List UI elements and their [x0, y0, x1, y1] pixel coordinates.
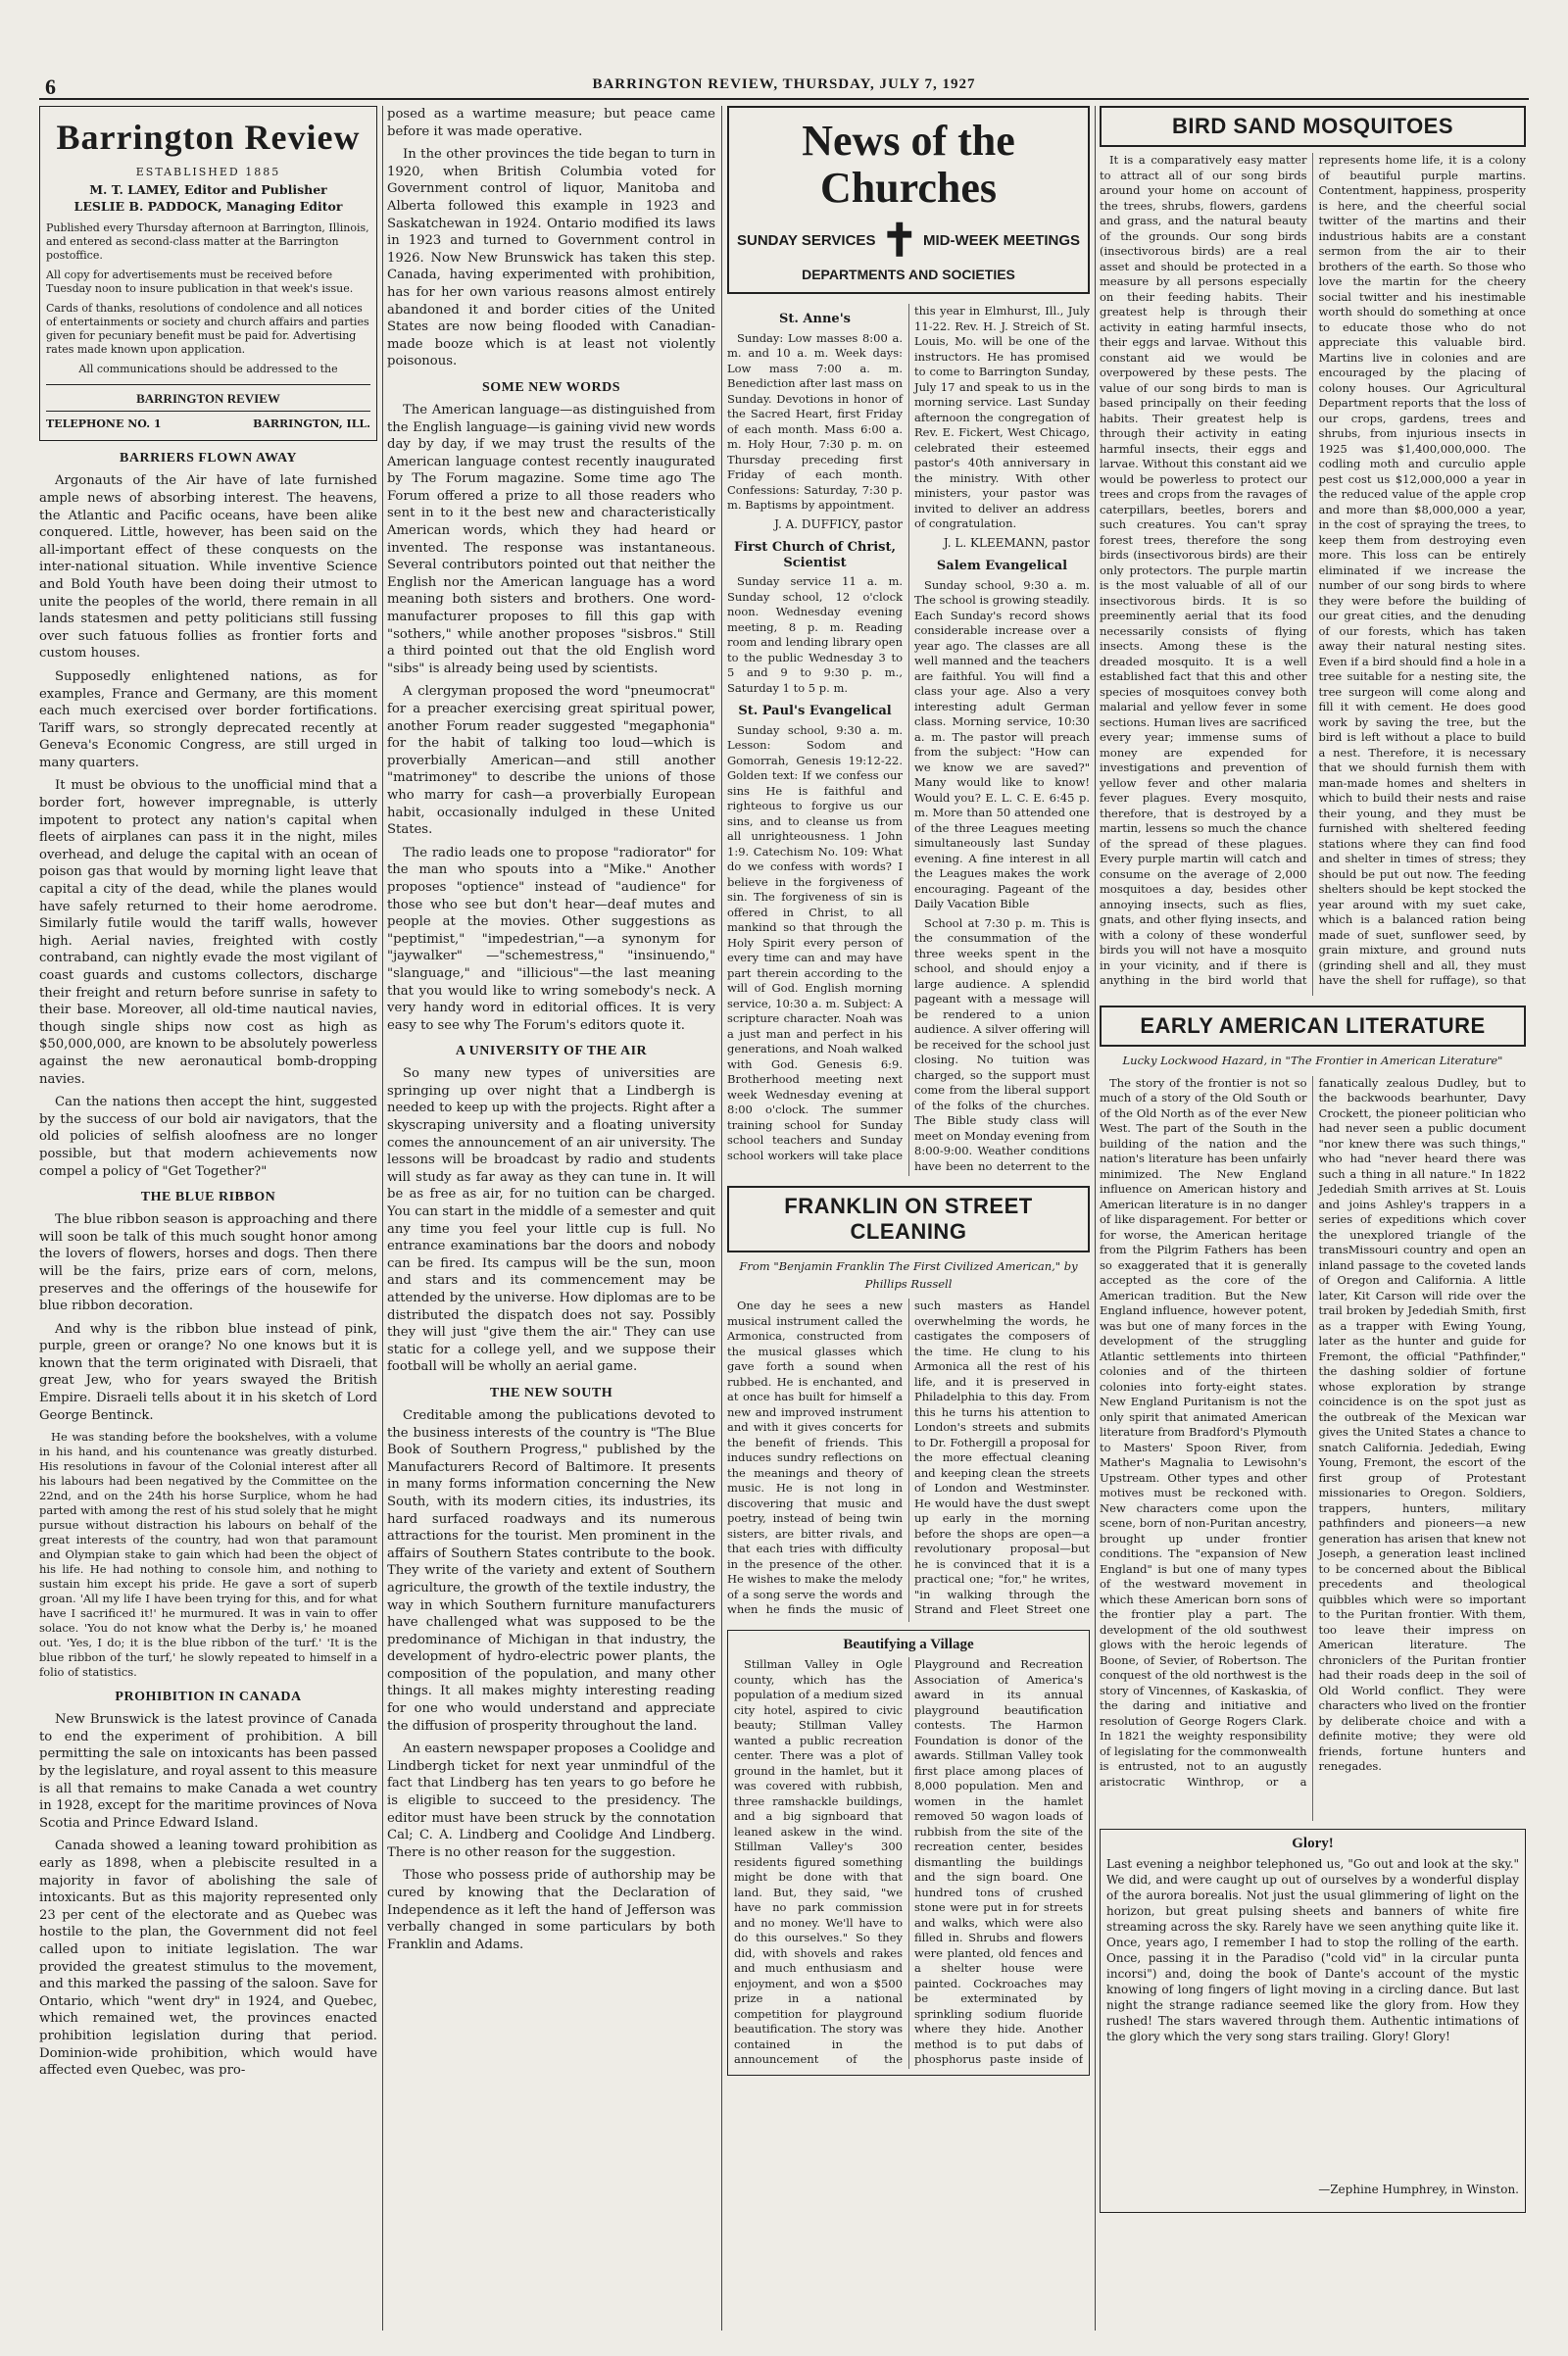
church-notice: Sunday school, 9:30 a. m. The school is growing steadily. Each Sunday's record shows considerable increase over a year ago. The classes are all well manned and the teachers are faithful. You will find a class your age. Also a very interesting adult German class. Morning service, 10:30 a. m. The pastor will preach from the subject: "How can we know we are saved?" Many would like to know! Would you? E. L. C. E. 6:45 p. m. More than 50 attended one of the three Leagues meeting simultaneously last Sunday evening. A fine interest in all the Leagues makes the work encouraging. Pageant of the Daily Vacation Bible — [914, 577, 1090, 910]
pastor-signature: J. L. KLEEMANN, pastor — [943, 535, 1090, 550]
article-paragraph: An eastern newspaper proposes a Coolidge and Lindbergh ticket for next year unmindful of the fact that Lindberg has ten years to go before he is eligible to succeed to the presidency. The editor must have been struck by the connotation Cal; C. A. Lindberg and Coolidge And Lindberg. There is no other reason for the suggestion. — [387, 1742, 715, 1860]
literature-article — [1100, 1076, 1526, 1821]
copy-notice: All copy for advertisements must be received before Tuesday noon to insure publication in that week's issue. — [46, 268, 354, 295]
church-name: First Church of Christ, Scientist — [733, 540, 897, 570]
churches-subheads — [737, 215, 1080, 266]
article-quotation: He was standing before the bookshelves, with a volume in his hand, and his countenance was greatly disturbed. His resolutions in favour of the Colonial interest after all his labours had been negatived by the Committee on the 22nd, and on the 24th his horse Surplice, whom he had parted with among the rest of his stud solely that he might pursue without distraction his labours on behalf of the great interests of the country, had won that paramount and Olympian stake to gain which had been the object of his life. He had nothing to console him, and nothing to sustain him except his pride. He gave a sort of superb groan. 'All my life I have been trying for this, and for what have I sacrificed it!' he murmured. It was in vain to offer solace. 'You do not know what the Derby is,' he moaned out. 'Yes, I do; it is the blue ribbon of the turf.' 'It is the blue ribbon of the turf,' he slowly repeated to himself in a folio of statistics. — [39, 1430, 377, 1680]
glory-headline: Glory! — [1292, 1835, 1334, 1851]
literature-byline: Lucky Lockwood Hazard, in "The Frontier in American Literature" — [1122, 1054, 1503, 1067]
article-paragraph: posed as a wartime measure; but peace came before it was made operative. — [387, 107, 715, 139]
glory-box — [1100, 1829, 1526, 2214]
beautify-headline: Beautifying a Village — [843, 1637, 974, 1653]
bird-headline: BIRD SAND MOSQUITOES — [1100, 106, 1526, 147]
address-to: All communications should be addressed to the — [78, 362, 338, 375]
article-paragraph: The American language—as distinguished from the English language—is gaining vivid new words day by day, if we may trust the results of the American language contest recently inaugurated by The Forum magazine. Some time ago The Forum offered a prize to all those readers who sent in to it the best new and characteristically American words, which they had heard or invented. The response was instantaneous. Several contributors pointed out that neither the English nor the American language has a word meaning both sisters and brothers. One word-manufacturer proposes to fill this gap with "sothers," while another proposes "sisbros." Still a third pointed out that the old English word "sibs" is already being used by scientists. — [387, 402, 715, 676]
glory-text: Last evening a neighbor telephoned us, "Go out and look at the sky." We did, and were caught up out of ourselves by a wonderful display of the aurora borealis. Not just the usual glimmering of light on the horizon, but great pulsing sheets and banners of white fire streaming across the sky. Rarely have we seen anything quite like it. Once, years ago, I remember I had to stop the rolling of the earth. Once, passing it in the Paradiso ("cold vid" in la circular punta incorsi") and, doing the book of Dante's account of the mystic knowing of long fingers of light moving in a circling dance. But last night the strange radiance seemed like the glory from. How they rushed! The stars wavered through them. Authentic intimations of the glory which the very song stars trailing. Glory! Glory! — [1106, 1856, 1519, 2043]
column-rule — [382, 106, 383, 2331]
newspaper-title: Barrington Review — [56, 118, 361, 157]
article-paragraph: The story of the frontier is not so much of a story of the Old South or of the Old North as of the ever New West. The part of the South in the building of the nation and the nation's literature has been unfairly minimized. The New England influence on American history and American literature is in no danger of like disparagement. For better or for worse, the American heritage from the Pilgrim Fathers has been so exaggerated that it is generally accepted as the core of the American tradition. But the New England influence, however potent, was but one of many forces in the development of the struggling Atlantic settlements into thirteen colonies and of the thirteen colonies into forty-eight states. New England Puritanism is not the only spirit that animated American literature from Bradford's Plymouth to Masters' Spoon River, from Mather's Magnalia to Lewisohn's Upstream. Other types and other motives must be reckoned with. New characters come upon the scene, born of non-Puritan ancestry, brought up under frontier conditions. The "expansion of New England" is but one of many types of the westward movement in which these American born sons of the frontier play a part. The development of the old southwest glows with the heroic legends of Boone, of Sevier, of Robertson. The conquest of the old northwest is the story of Vincennes, of Kaskaskia, of the daring and initiative and resolution of George Rogers Clark. In 1821 the weighty responsibility of legislating for the commonwealth is entrusted, not to an augustly aristocratic Winthrop, or a fanatically zealous Dudley, but to the backwoods bearhunter, Davy Crockett, the pioneer politician who had never seen a public document "nor knew there was such things," who had "never heard there was such a thing in all nature." In 1822 Jedediah Smith arrives at St. Louis and joins Ashley's trappers in a series of expeditions which cover the unexplored triangle of the transMissouri country and open an inland passage to the coveted lands of Oregon and California. A little later, Kit Carson will ride over the trail broken by Jedediah Smith, first as a trapper with Ewing Young, later as the hunter and guide for Fremont, the official "Pathfinder," the dashing soldier of fortune whose exploration by strange coincidence is on the spot just as the outbreak of the Mexican war gives the United States a chance to snatch California. Jedediah, Ewing Young, Fremont, the escort of the first group of Protestant missionaries to Oregon. Soldiers, trappers, hunters, military pathfinders and pioneers—a new generation has arisen that knew not Joseph, a generation least inclined to be concerned about the Biblical precedents and theological quibbles which were so important to the Puritan frontier. With them, too leave their impress on American literature. The chroniclers of the Puritan frontier had their roads deep in the soil of Old World conflict. They were characters who lived on the frontier by deliberate choice and with a definite motive; they were old friends, fortune hunters and renegades. — [1100, 1075, 1526, 1789]
article-paragraph: A clergyman proposed the word "pneumocrat" for a preacher exercising great spiritual power, another Forum reader suggested "megaphonia" for the habit of talking too loud—which is proverbially American—and still another "matrimoney" to describe the unions of those who marry for cash—a proverbially European habit, occasionally indulged in these United States. — [387, 684, 715, 838]
franklin-byline: From "Benjamin Franklin The First Civilized American," by Phillips Russell — [739, 1259, 1078, 1291]
church-name: St. Paul's Evangelical — [738, 704, 892, 718]
church-name: Salem Evangelical — [936, 559, 1068, 573]
running-title: BARRINGTON REVIEW, THURSDAY, JULY 7, 1927 — [592, 76, 976, 92]
page-number: 6 — [45, 74, 56, 99]
article-paragraph: It must be obvious to the unofficial mind that a border fort, however impregnable, is utterly impotent to protect any nation's capital when fleets of airplanes can pass it in the night, miles overhead, and deluge the capital with an ocean of poison gas that would by morning light leave that capital a city of the dead, while the planes would have safely returned to their home aerodrome. Similarly futile would the tariff walls, however high. Aerial navies, freighted with costly contraband, can nightly evade the most vigilant of coast guards and customs collectors, discharge their freight and return before sunrise in safety to their base. Moreover, all old-time nautical navies, though single ships now cost as high as $50,000,000, are known to be absolutely powerless against the new aeronautical bomb-dropping navies. — [39, 778, 377, 1087]
editor-line: M. T. LAMEY, Editor and Publisher — [89, 181, 327, 197]
article-headline: SOME NEW WORDS — [481, 379, 621, 395]
article-headline: BARRIERS FLOWN AWAY — [120, 451, 297, 466]
mid-week-label: MID-WEEK MEETINGS — [923, 231, 1080, 249]
article-paragraph: And why is the ribbon blue instead of pink, purple, green or orange? No one knows but it is known that the term originated with Disraeli, that great Jew, who for years swayed the British Empire. Disraeli tells about it in his sketch of Lord George Bentinck. — [39, 1321, 377, 1423]
cross-icon: ✝ — [880, 215, 918, 266]
article-paragraph: Canada showed a leaning toward prohibition as early as 1898, when a plebiscite resulted in a majority in favor of abolishing the sale of intoxicants. But as this majority represented only 23 per cent of the electorate and as Quebec was hostile to the plan, the Government did not feel called upon to initiate legislation. The war provided the greatest stimulus to the movement, and this marked the passing of the saloon. Save for Ontario, which "went dry" in 1924, and Quebec, which remained wet, the provinces enacted prohibition legislation during that period. Dominion-wide prohibition, which would have affected even Quebec, was pro- — [39, 1839, 377, 2079]
cards-notice: Cards of thanks, resolutions of condolence and all notices of entertainments or society and church affairs and parties given for pecuniary benefit must be paid for. Advertising rates made known upon application. — [46, 301, 369, 356]
churches-title: News of the Churches — [802, 117, 1015, 212]
bird-article — [1100, 153, 1526, 996]
departments-label: DEPARTMENTS AND SOCIETIES — [802, 267, 1015, 282]
article-paragraph: So many new types of universities are springing up over night that a Lindbergh is needed to keep up with the projects. Right after a skyscraping university and a floating university comes the announcement of an air university. The lessons will be broadcast by radio and students will study as far away as they can tune in. It will be as free as air, for no tuition can be charged. You can start in the middle of a semester and quit any time you feel your little cup is full. No entrance examinations bar the doors and nobody can be fired. Its campus will be the sun, moon and stars and its commencement may be attended by the universe. How diplomas are to be distributed the dispatch does not say. Possibly they will just "give them the air." They can use static for a college yell, and we suppose their football will be wholly an aerial game. — [387, 1066, 715, 1375]
churches-header-box — [727, 106, 1090, 294]
city: BARRINGTON, ILL. — [253, 417, 370, 430]
article-paragraph: In the other provinces the tide began to turn in 1920, when British Columbia voted for Government control of liquor, Manitoba and Alberta followed this example in 1923 and Saskatchewan in 1924. Ontario modified its laws in 1923 and turned to Government control in 1926. Now New Brunswick has taken this step. Canada, having experimented with prohibition, has for her own various reasons almost entirely abandoned it and border cities of the United States are now being flooded with Canadian-made booze which is at least not violently poisonous. — [387, 147, 715, 369]
page-header — [39, 69, 1529, 100]
column-1 — [39, 106, 377, 2331]
article-paragraph: The blue ribbon season is approaching and there will soon be talk of this much sought honor among the lovers of flowers, horses and dogs. Then there will be the fairs, prize ears of corn, melons, preserves and the offerings of the housewife for blue ribbon decoration. — [39, 1212, 377, 1314]
beautify-article — [734, 1657, 1083, 2069]
article-headline: THE BLUE RIBBON — [140, 1190, 276, 1205]
telephone: TELEPHONE NO. 1 — [46, 417, 162, 430]
article-paragraph: Those who possess pride of authorship may be cured by knowing that the Declaration of Independence as it left the hand of Jefferson was verbally changed in some particulars by both Franklin and Adams. — [387, 1868, 715, 1952]
church-notice: Sunday: Low masses 8:00 a. m. and 10 a. m. Week days: Low mass 7:00 a. m. Benediction after last mass on Sunday. Devotions in honor of the Sacred Heart, first Friday of each month. Mass 6:00 a. m. Holy Hour, 7:30 p. m. on Thursday preceding first Friday of each month. Confessions: Saturday, 7:30 p. m. Baptisms by appointment. — [727, 330, 903, 512]
article-headline: THE NEW SOUTH — [489, 1385, 613, 1400]
article-paragraph: The radio leads one to propose "radiorator" for the man who spouts into a "Mike." Another proposes "optience" instead of "audience" for those who see but don't hear—deaf mutes and people at the movies. Other suggestions as "peptimist," "impedestrian,"—a synonym for "jaywalker" —"schemestress," "insinuendo," "slanguage," and "illicious"—the last meaning that you would like to wring somebody's neck. A very handy word in editorial offices. It is very easy to see why The Forum's editors quote it. — [387, 845, 715, 1033]
church-notices — [727, 304, 1090, 1176]
church-name: St. Anne's — [778, 312, 851, 326]
franklin-article — [727, 1299, 1090, 1622]
address-name: BARRINGTON REVIEW — [46, 384, 370, 407]
flag-box — [39, 106, 377, 441]
article-headline: PROHIBITION IN CANADA — [115, 1690, 302, 1705]
article-headline: A UNIVERSITY OF THE AIR — [455, 1044, 648, 1059]
established-line: ESTABLISHED 1885 — [135, 166, 281, 178]
column-3 — [727, 106, 1090, 2331]
sunday-services-label: SUNDAY SERVICES — [737, 231, 876, 249]
beautify-box — [727, 1630, 1090, 2076]
column-4 — [1100, 106, 1526, 2331]
column-2 — [387, 106, 715, 2331]
glory-signature: —Zephine Humphrey, in Winston. — [1318, 2182, 1519, 2196]
article-paragraph: Can the nations then accept the hint, suggested by the success of our bold air navigators, that the old policies of selfish aloofness are no longer possible, but that modern achievements now compel a policy of "Get Together?" — [39, 1095, 377, 1179]
column-rule — [1095, 106, 1096, 2331]
article-paragraph: Argonauts of the Air have of late furnished ample news of absorbing interest. The heavens, the Atlantic and Pacific oceans, have been alike conquered. Little, however, has been said on the all-important effect of these conquests on the inter-national situation. While inventive Science and Bold Youth have been doing their utmost to unite the peoples of the world, there remain in all lands statesmen and petty politicians still fussing over such fatuous follies as frontier forts and custom houses. — [39, 473, 377, 662]
pastor-signature: J. A. DUFFICY, pastor — [774, 516, 903, 531]
article-paragraph: Creditable among the publications devoted to the business interests of the country is "The Blue Book of Southern Progress," published by the Manufacturers Record of Baltimore. It presents in many forms information concerning the New South, with its modern cities, its industries, its hard surfaced roadways and its numerous attractions for the tourist. Men prominent in the affairs of Southern States contribute to the book. They write of the variety and extent of Southern agriculture, the growth of the textile industry, the way in which Southern furniture manufacturers have challenged what was supposed to be the predominance of Michigan in that industry, the development of hydro-electric power plants, the composition of the population, and many other things. It all makes mighty interesting reading for one who would understand and appreciate the diffusion of prosperity throughout the land. — [387, 1407, 715, 1734]
managing-editor-line: LESLIE B. PADDOCK, Managing Editor — [74, 199, 343, 215]
church-notice: Sunday service 11 a. m. Sunday school, 12 o'clock noon. Wednesday evening meeting, 8 p. m. Reading room and lending library open to the public Wednesday 3 to 5 and 9 to 9:30 p. m., Saturday 1 to 5 p. m. — [727, 574, 903, 695]
article-paragraph: One day he sees a new musical instrument called the Armonica, constructed from the musical glasses which gave forth a sound when rubbed. He is enchanted, and at once has built for himself a new and improved instrument and with it gives concerts for the benefit of friends. This induces sundry reflections on the meanings and theory of music. He is not long in discovering that music and poetry, instead of being twin sisters, are bitter rivals, and that each tries with difficulty in the presence of the other. He wishes to make the melody of a song serve the words and when he finds the music of such masters as Handel overwhelming the words, he castigates the composers of the time. He clung to his Armonica all the rest of his life, and it is preserved in Philadelphia to this day. From this he turns his attention to London's streets and submits to Dr. Fothergill a proposal for the more effectual cleaning and keeping clean the streets of London and Westminster. He would have the dust swept up early in the morning before the shops are open—a revolutionary proposal—but he is convinced that it is a practical one; "for," he writes, "in walking through the Strand and Fleet Street one — [727, 1299, 1090, 1617]
article-paragraph: New Brunswick is the latest province of Canada to end the experiment of prohibition. A bill permitting the sale on intoxicants has been passed by the legislature, and royal assent to this measure is all that remains to make Canada a wet country in 1928, except for the maritime provinces of Nova Scotia and Prince Edward Island. — [39, 1712, 377, 1831]
article-paragraph: It is a comparatively easy matter to attract all of our song birds around your home on account of the trees, shrubs, flowers, gardens and grass, and the natural beauty of the grounds. Our song birds (insectivorous birds) are a real asset and should be protected in a measure by all persons especially on their feeding habits. Their greatest help is through their activity in eating harmful insects, their eggs and larvae. Without this constant aid we would be overpowered by these pests. The value of our song birds to man is based principally on their feeding habits. Their greatest help is through their activity in eating harmful insects, their eggs and larvae. Without this constant aid we would be powerless to protect our trees and crops from the ravages of caterpillars, beetles, borers and such creatures. You can't spray forest trees, therefore the song birds (insectivorous birds) are their only protectors. The purple martin is the most valuable of all of our insectivorous birds. It is so preeminently aerial that its food necessarily consists of flying insects. Among these is the dreaded mosquito. It is a well established fact that this and other species of mosquitoes convey both malarial and yellow fever in some sections. Human lives are sacrificed every year; immense sums of money are expended for investigations and prevention of yellow fever and other malaria fever plagues. Every mosquito, therefore, that is destroyed by a martin, lessens so much the chance of the spread of these plagues. Every purple martin will catch and consume on the average of 2,000 mosquitoes a day, besides other annoying insects, such as flies, gnats, and other flying insects, and with a colony of these wonderful birds you will not have a mosquito in your vicinity, and if there is anything in the bird world that represents home life, it is a colony of beautiful purple martins. Contentment, happiness, prosperity is here, and the cheerful social twitter of the martins and their industrious habits are a constant sermon from the air to their brothers of the earth. So those who love the martin for the cheery social twitter and his inestimable worth should do something at once to educate those who do not appreciate this valuable bird. Martins live in colonies and are encouraged by the placing of colony houses. Our Agricultural Department reports that the loss of our crops, gardens, trees and shrubs, from injurious insects in 1925 was $1,400,000,000. The codling moth and curculio apple pest cost us $12,000,000 a year in the reduced value of the apple crop and more than $8,000,000 a year, in the cost of spraying the trees, to keep them from destroying even more. This loss can be entirely eliminated if we increase the number of our song birds to where they were before the building of our great cities, and the denuding of our forests, which has taken away their natural nesting sites. Even if a bird should find a hole in a tree suitable for a nesting site, the tree surgeon will come along and fill it with cement. He does good work by saving the tree, but the bird is left without a place to build a nest. Therefore, it is necessary that we should furnish them with man-made homes and shelters in which to build their nests and raise their young, and they must be furnished with sheltered feeding stations where they can find food and shelter in times of stress; they should be put out now. The feeding shelters should be kept stocked the year around with my suet cake, which is a balanced ration being made of suet, sunflower seed, by grain mixture, and ground nuts (grinding shell and all, they must have the shell for ruffage), so that — [1100, 153, 1526, 987]
franklin-headline: FRANKLIN ON STREET CLEANING — [727, 1186, 1090, 1252]
contact-line — [46, 411, 370, 433]
article-paragraph: Supposedly enlightened nations, as for examples, France and Germany, are this moment each much exercised over border fortifications. Tariff wars, so strongly deprecated recently at Geneva's Economic Congress, are still urged in many quarters. — [39, 668, 377, 770]
article-paragraph: Stillman Valley in Ogle county, which has the population of a medium sized city hotel, aspired to civic beauty; Stillman Valley wanted a public recreation center. There was a plot of ground in the hamlet, but it was covered with rubbish, three ramshackle buildings, and a big signboard that leaned askew in the wind. Stillman Valley's 300 residents figured something might be done with that land. But, they said, "we have no park commission and no money. We'll have to do this ourselves." So they did, with shovels and rakes and much enthusiasm and enjoyment, and won a $500 prize in a national competition for playground beautification. The story was contained in the announcement of the Playground and Recreation Association of America's award in its annual playground beautification contests. The Harmon Foundation is donor of the awards. Stillman Valley took first place among places of 8,000 population. Men and women in the hamlet removed 50 wagon loads of rubbish from the site of the recreation center, besides dismantling the buildings and the sign board. One hundred tons of crushed stone were put in for streets and walks, which were also filled in. Shrubs and flowers were planted, old fences and a shelter house were painted. Cockroaches may be exterminated by sprinkling sodium fluoride where they hide. Another method is to put dabs of phosphorus paste inside of — [734, 1657, 1083, 2067]
literature-headline: EARLY AMERICAN LITERATURE — [1100, 1006, 1526, 1047]
church-notice: School at 7:30 p. m. This is the consummation of the three weeks spent in the school, and should enjoy a large audience. A splendid pageant with a message will be rendered to a union audience. A silver offering will be received for the school just closing. No tuition was charged, so the support must come from the liberal support of the folks of the churches. The Bible study class will meet on Monday evening from 8:00-9:00. Weather conditions have been no deterrent to the — [914, 915, 1090, 1173]
publication-notice: Published every Thursday afternoon at Barrington, Illinois, and entered as second-class matter at the Barrington postoffice. — [46, 221, 369, 262]
church-notice: Sunday school, 9:30 a. m. Lesson: Sodom and Gomorrah, Genesis 19:12-22. Golden text: If we confess our sins He is faithful and righteous to forgive us our sins, and to cleanse us from all unrighteousness. 1 John 1:9. Catechism No. 109: What do we confess with words? I believe in the forgiveness of sin. The forgiveness of sin is offered in Christ, to all mankind so that through the Holy Spirit every person of every time can and may have part therein according to the will of God. English morning service, 10:30 a. m. Subject: A scripture character. Noah was a just man and perfect in his generations, and Noah walked with God. Genesis 6:9. Brotherhood meeting next week Wednesday evening at 8:00 o'clock. The summer training school for Sunday school teachers and Sunday school workers will take place this year in Elmhurst, Ill., July 11-22. Rev. H. J. Streich of St. Louis, Mo. will be one of the instructors. He has promised to come to Barrington Sunday, July 17 and speak to us in the morning service. Last Sunday afternoon the congregation of Rev. E. Fickert, West Chicago, celebrated their esteemed pastor's 40th anniversary in the ministry. With other ministers, your pastor was invited to deliver an address of congratulation. — [727, 304, 1090, 1162]
column-rule — [721, 106, 722, 2331]
